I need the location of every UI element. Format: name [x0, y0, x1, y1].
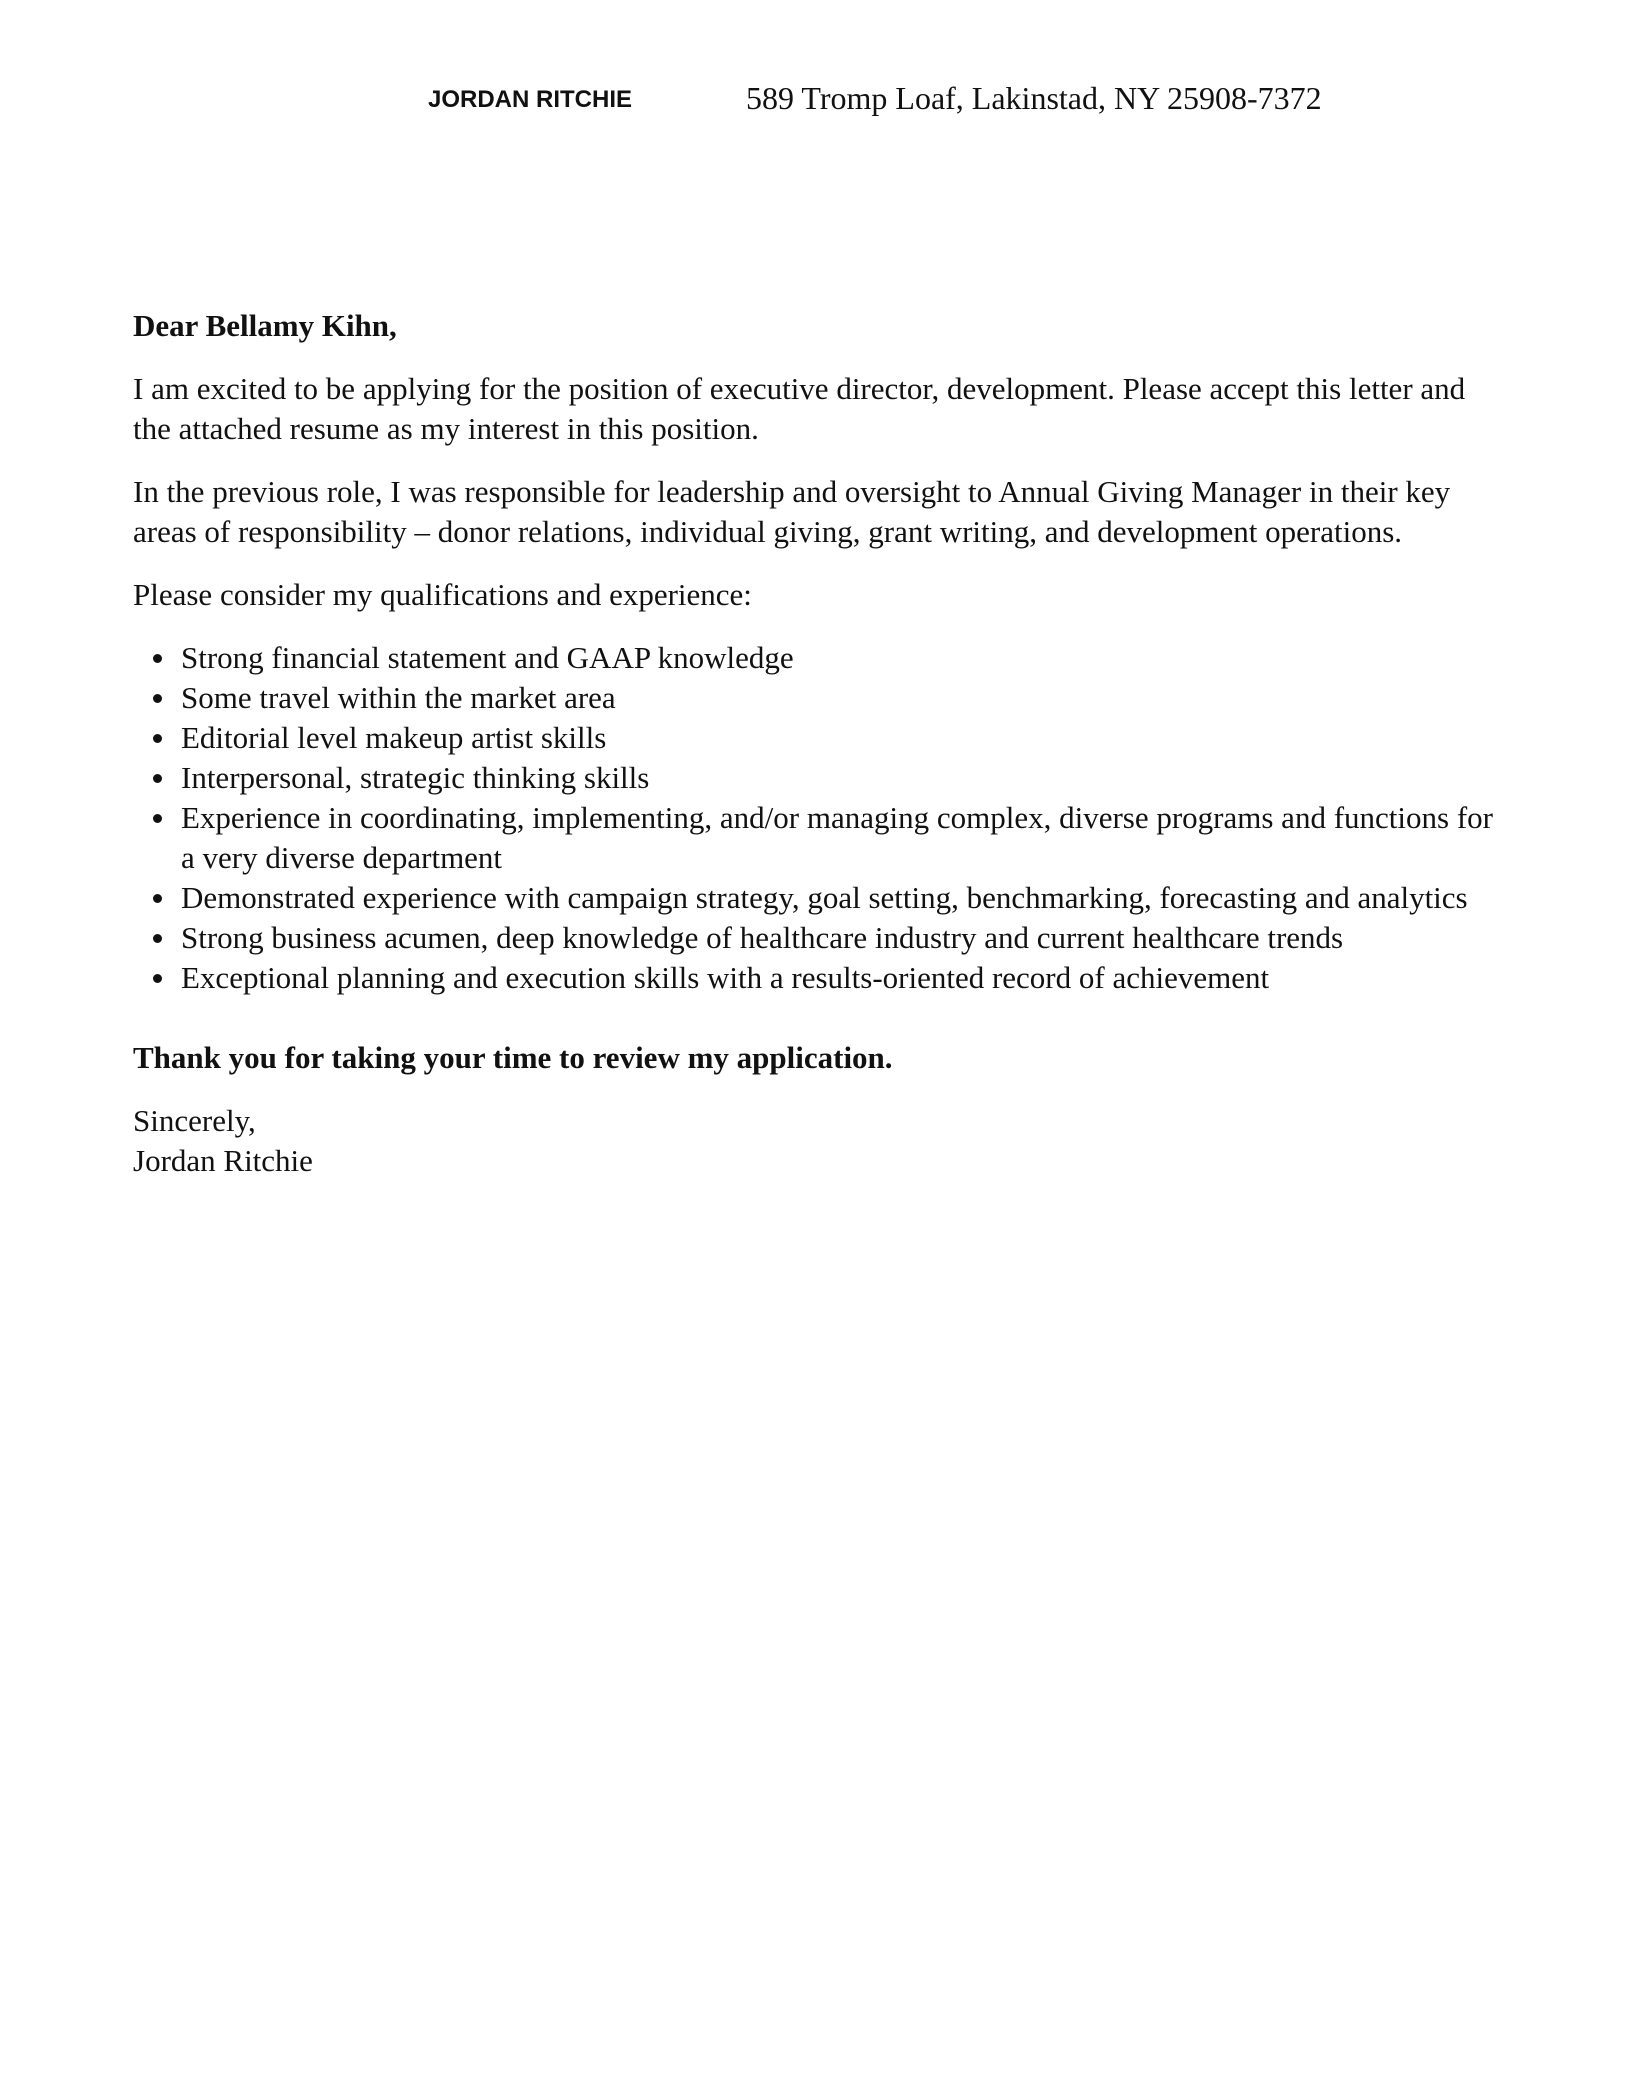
bullet-icon: [153, 894, 162, 903]
list-item: [133, 638, 1493, 678]
list-item: [133, 798, 1493, 878]
signature-name: Jordan Ritchie: [133, 1143, 313, 1178]
experience-paragraph: In the previous role, I was responsible for leadership and oversight to Annual Giving Manager in their key areas of responsibility – donor relations, individual giving, grant writing, and development operations.: [133, 474, 1451, 549]
list-item-text: Editorial level makeup artist skills: [181, 720, 607, 755]
list-item: [133, 678, 1493, 718]
bullet-icon: [153, 654, 162, 663]
qualifications-intro: Please consider my qualifications and experience:: [133, 577, 752, 612]
bullet-icon: [153, 694, 162, 703]
bullet-icon: [153, 934, 162, 943]
list-item: [133, 918, 1493, 958]
list-item-text: Experience in coordinating, implementing, and/or managing complex, diverse programs and functions for a very diverse department: [181, 800, 1493, 875]
list-item-text: Some travel within the market area: [181, 680, 616, 715]
intro-paragraph: I am excited to be applying for the position of executive director, development. Please accept this letter and the attached resume as my interest in this position.: [133, 371, 1466, 446]
list-item: [133, 758, 1493, 798]
signoff: Sincerely,: [133, 1103, 256, 1138]
letter-body: [133, 306, 1493, 1181]
list-item-text: Exceptional planning and execution skills with a results-oriented record of achievement: [181, 960, 1270, 995]
sender-name: JORDAN RITCHIE: [428, 86, 633, 113]
bullet-icon: [153, 974, 162, 983]
sender-address: 589 Tromp Loaf, Lakinstad, NY 25908-7372: [746, 80, 1322, 116]
list-item-text: Interpersonal, strategic thinking skills: [181, 760, 650, 795]
list-item-text: Demonstrated experience with campaign strategy, goal setting, benchmarking, forecasting and analytics: [181, 880, 1468, 915]
list-item: [133, 878, 1493, 918]
list-item-text: Strong financial statement and GAAP knowledge: [181, 640, 794, 675]
bullet-icon: [153, 734, 162, 743]
qualifications-list: [133, 638, 1493, 998]
list-item-text: Strong business acumen, deep knowledge of healthcare industry and current healthcare trends: [181, 920, 1344, 955]
list-item: [133, 718, 1493, 758]
closing-statement: Thank you for taking your time to review my application.: [133, 1040, 893, 1075]
bullet-icon: [153, 774, 162, 783]
list-item: [133, 958, 1493, 998]
letter-header: [0, 80, 1632, 126]
salutation: Dear Bellamy Kihn,: [133, 308, 397, 343]
bullet-icon: [153, 814, 162, 823]
